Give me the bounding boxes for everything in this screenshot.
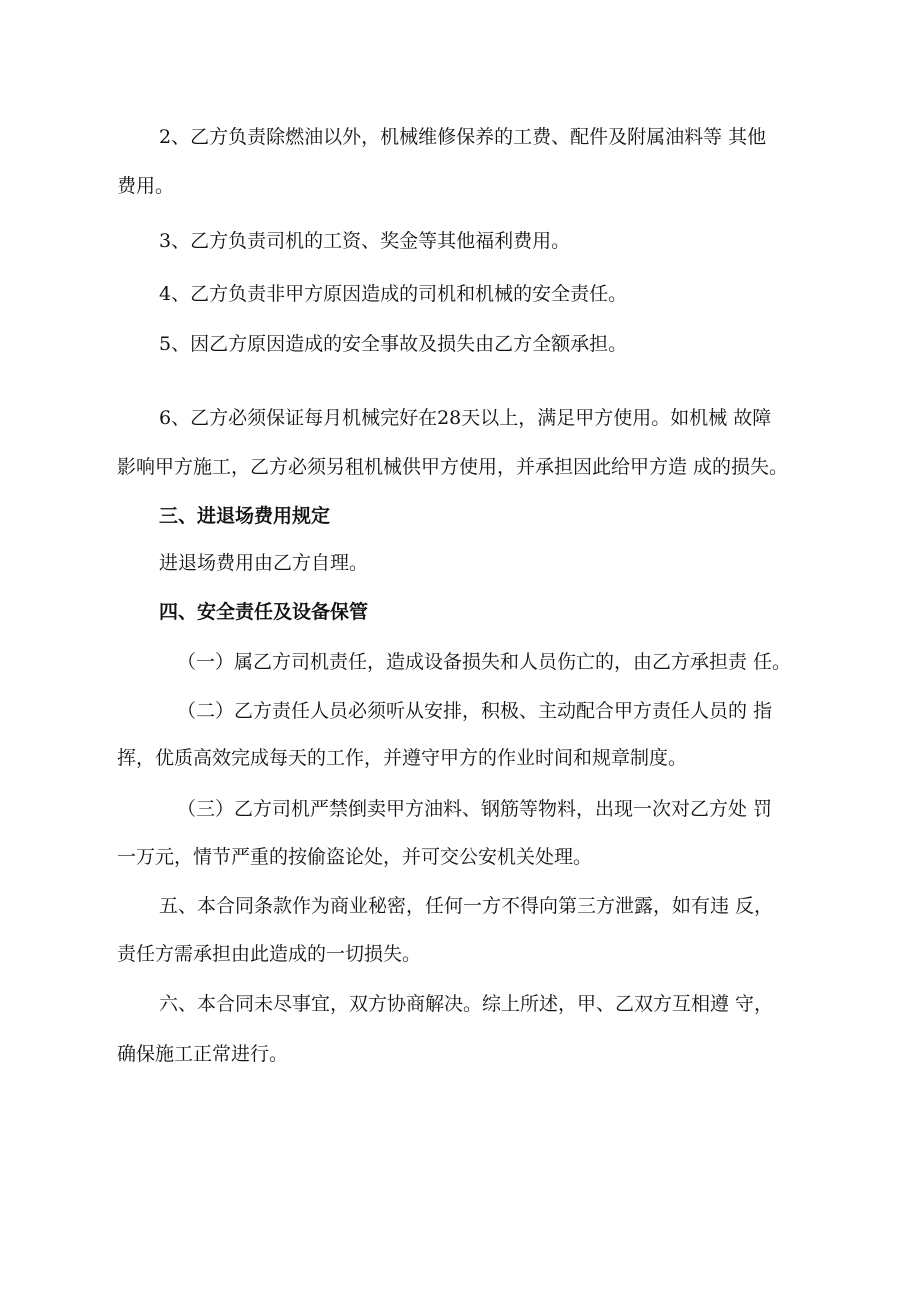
section-4-item-1: （一）属乙方司机责任，造成设备损失和人员伤亡的，由乙方承担责 任。 [177, 651, 792, 673]
section-4-item-3-line-2: 一万元，情节严重的按偷盗论处，并可交公安机关处理。 [117, 846, 593, 868]
clause-4: 4、乙方负责非甲方原因造成的司机和机械的安全责任。 [159, 283, 628, 305]
section-heading-3: 三、进退场费用规定 [159, 505, 331, 527]
clause-2-line-1: 2、乙方负责除燃油以外，机械维修保养的工费、配件及附属油料等 其他 [159, 126, 767, 148]
section-heading-4: 四、安全责任及设备保管 [159, 601, 369, 623]
section-5-line-1: 五、本合同条款作为商业秘密，任何一方不得向第三方泄露，如有违 反， [159, 895, 774, 917]
section-6-line-1: 六、本合同未尽事宜，双方协商解决。综上所述，甲、乙双方互相遵 守， [159, 993, 774, 1015]
section-4-item-2-line-1: （二）乙方责任人员必须听从安排，积极、主动配合甲方责任人员的 指 [177, 700, 773, 722]
clause-3: 3、乙方负责司机的工资、奖金等其他福利费用。 [159, 230, 571, 252]
clause-6-line-2: 影响甲方施工，乙方必须另租机械供甲方使用，并承担因此给甲方造 成的损失。 [117, 456, 789, 478]
section-6-line-2: 确保施工正常进行。 [117, 1043, 289, 1065]
clause-5: 5、因乙方原因造成的安全事故及损失由乙方全额承担。 [159, 333, 628, 355]
clause-2-line-2: 费用。 [117, 175, 175, 197]
section-4-item-3-line-1: （三）乙方司机严禁倒卖甲方油料、钢筋等物料，出现一次对乙方处 罚 [177, 798, 773, 820]
section-3-body: 进退场费用由乙方自理。 [159, 552, 369, 574]
section-5-line-2: 责任方需承担由此造成的一切损失。 [117, 943, 422, 965]
section-4-item-2-line-2: 挥，优质高效完成每天的工作，并遵守甲方的作业时间和规章制度。 [117, 747, 688, 769]
clause-6-line-1: 6、乙方必须保证每月机械完好在28天以上，满足甲方使用。如机械 故障 [159, 407, 772, 429]
